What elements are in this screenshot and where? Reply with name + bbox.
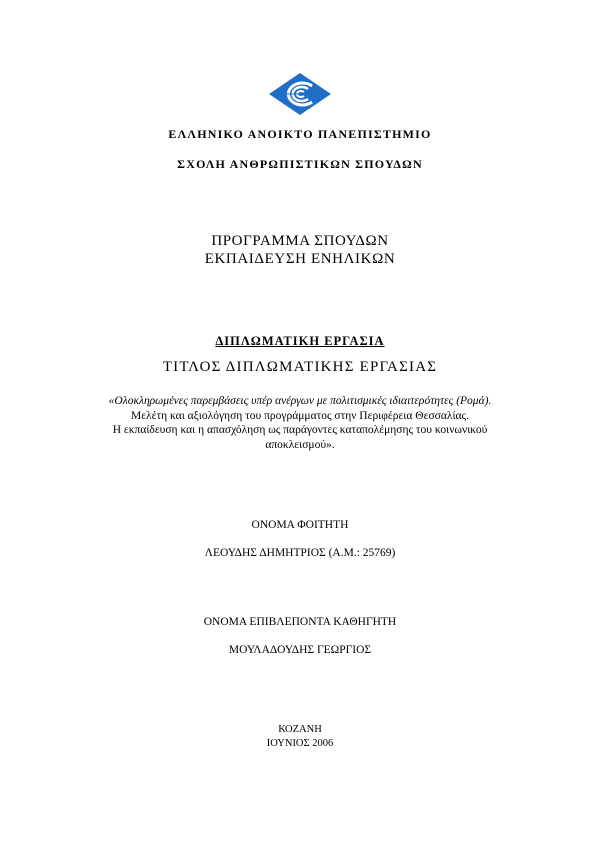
thesis-description-line: αποκλεισμού».: [265, 439, 335, 451]
thesis-description-line: Μελέτη και αξιολόγηση του προγράμματος στην Περιφέρεια Θεσσαλίας.: [131, 410, 469, 422]
school-name: ΣΧΟΛΗ ΑΝΘΡΩΠΙΣΤΙΚΩΝ ΣΠΟΥΔΩΝ: [177, 157, 423, 171]
student-name-label: ΟΝΟΜΑ ΦΟΙΤΗΤΗ: [251, 519, 349, 531]
university-name: ΕΛΛΗΝΙΚΟ ΑΝΟΙΚΤΟ ΠΑΝΕΠΙΣΤΗΜΙΟ: [168, 127, 432, 141]
supervisor-name: ΜΟΥΛΑΔΟΥΔΗΣ ΓΕΩΡΓΙΟΣ: [228, 644, 372, 656]
student-name: ΛΕΟΥΔΗΣ ΔΗΜΗΤΡΙΟΣ (Α.Μ.: 25769): [204, 547, 396, 559]
date: ΙΟΥΝΙΟΣ 2006: [266, 738, 334, 749]
city: ΚΟΖΑΝΗ: [278, 724, 322, 735]
hou-logo-icon: [268, 72, 332, 116]
thesis-title-label: ΤΙΤΛΟΣ ΔΙΠΛΩΜΑΤΙΚΗΣ ΕΡΓΑΣΙΑΣ: [162, 359, 438, 375]
thesis-label: ΔΙΠΛΩΜΑΤΙΚΗ ΕΡΓΑΣΙΑ: [215, 334, 385, 348]
thesis-description-line: Η εκπαίδευση και η απασχόληση ως παράγοντες καταπολέμησης του κοινωνικού: [112, 424, 488, 436]
thesis-description-line: «Ολοκληρωμένες παρεμβάσεις υπέρ ανέργων με πολιτισμικές ιδιαιτερότητες (Ρομά).: [108, 395, 492, 407]
program-line-2: ΕΚΠΑΙΔΕΥΣΗ ΕΝΗΛΙΚΩΝ: [204, 251, 396, 267]
program-line-1: ΠΡΟΓΡΑΜΜΑ ΣΠΟΥΔΩΝ: [211, 233, 389, 249]
supervisor-name-label: ΟΝΟΜΑ ΕΠΙΒΛΕΠΟΝΤΑ ΚΑΘΗΓΗΤΗ: [203, 616, 397, 628]
